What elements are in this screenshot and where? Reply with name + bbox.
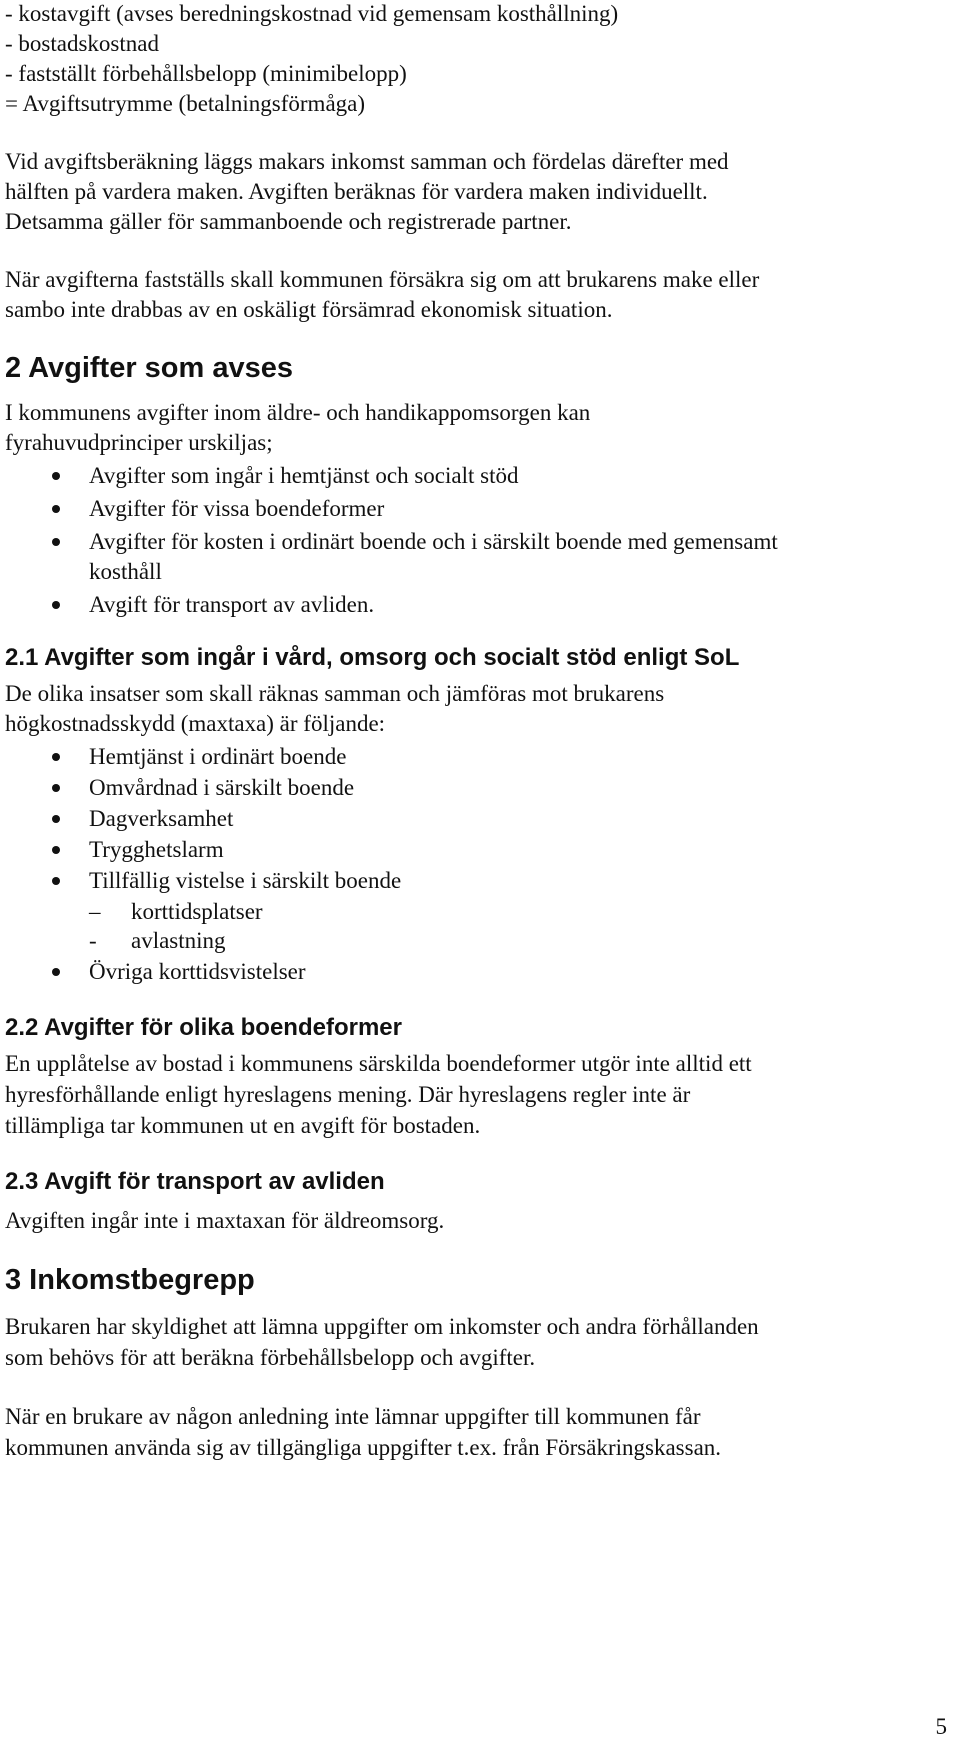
dash-marker: -	[89, 928, 97, 953]
intro-para-line-3: Detsamma gäller för sammanboende och registrerade partner.	[5, 209, 572, 234]
bullet-icon	[52, 505, 60, 513]
sub-list-item-text: korttidsplatser	[131, 899, 263, 924]
bullet-icon	[52, 815, 60, 823]
list-item-text: Avgift för transport av avliden.	[89, 592, 375, 617]
section-2-2-para-line-2: hyresförhållande enligt hyreslagens mening. Där hyreslagens regler inte är	[5, 1082, 691, 1107]
section-3-heading: 3 Inkomstbegrepp	[5, 1264, 255, 1296]
list-item-continuation: kosthåll	[89, 559, 162, 584]
sub-list-item-text: avlastning	[131, 928, 226, 953]
dash-marker: –	[89, 899, 101, 924]
section-2-1-heading: 2.1 Avgifter som ingår i vård, omsorg och socialt stöd enligt SoL	[5, 644, 740, 671]
list-item-text: Avgifter som ingår i hemtjänst och socialt stöd	[89, 463, 519, 488]
spouse-para-line-2: sambo inte drabbas av en oskäligt försämrad ekonomisk situation.	[5, 297, 613, 322]
cost-item-food: - kostavgift (avses beredningskostnad vid gemensam kosthållning)	[5, 1, 619, 26]
section-2-2-para-line-3: tillämpliga tar kommunen ut en avgift för bostaden.	[5, 1113, 481, 1138]
section-2-1-intro-line-2: högkostnadsskydd (maxtaxa) är följande:	[5, 711, 386, 736]
list-item-text: Omvårdnad i särskilt boende	[89, 775, 355, 800]
bullet-icon	[52, 538, 60, 546]
list-item-text: Hemtjänst i ordinärt boende	[89, 744, 347, 769]
section-2-intro-line-2: fyrahuvudprinciper urskiljas;	[5, 430, 273, 455]
bullet-icon	[52, 784, 60, 792]
list-item-text: Dagverksamhet	[89, 806, 234, 831]
intro-para-line-1: Vid avgiftsberäkning läggs makars inkomst samman och fördelas därefter med	[5, 149, 729, 174]
list-item-text: Trygghetslarm	[89, 837, 224, 862]
spouse-para-line-1: När avgifterna fastställs skall kommunen försäkra sig om att brukarens make eller	[5, 267, 760, 292]
intro-para-line-2: hälften på vardera maken. Avgiften beräknas för vardera maken individuellt.	[5, 179, 708, 204]
section-3-para1-line-2: som behövs för att beräkna förbehållsbelopp och avgifter.	[5, 1345, 536, 1370]
bullet-icon	[52, 877, 60, 885]
bullet-icon	[52, 753, 60, 761]
cost-item-reserved-amount: - fastställt förbehållsbelopp (minimibelopp)	[5, 61, 407, 86]
cost-item-fee-margin: = Avgiftsutrymme (betalningsförmåga)	[5, 91, 366, 116]
bullet-icon	[52, 601, 60, 609]
section-2-2-para-line-1: En upplåtelse av bostad i kommunens särskilda boendeformer utgör inte alltid ett	[5, 1051, 752, 1076]
section-3-para2-line-2: kommunen använda sig av tillgängliga uppgifter t.ex. från Försäkringskassan.	[5, 1435, 722, 1460]
list-item-text: Övriga korttidsvistelser	[89, 959, 306, 984]
section-2-heading: 2 Avgifter som avses	[5, 352, 293, 384]
section-2-intro-line-1: I kommunens avgifter inom äldre- och handikappomsorgen kan	[5, 400, 591, 425]
page-number: 5	[935, 1714, 947, 1739]
section-2-3-para: Avgiften ingår inte i maxtaxan för äldreomsorg.	[5, 1208, 445, 1233]
section-2-3-heading: 2.3 Avgift för transport av avliden	[5, 1168, 385, 1195]
list-item-text: Tillfällig vistelse i särskilt boende	[89, 868, 402, 893]
list-item-text: Avgifter för kosten i ordinärt boende och i särskilt boende med gemensamt	[89, 529, 778, 554]
section-2-1-intro-line-1: De olika insatser som skall räknas samman och jämföras mot brukarens	[5, 681, 665, 706]
section-3-para2-line-1: När en brukare av någon anledning inte lämnar uppgifter till kommunen får	[5, 1404, 701, 1429]
bullet-icon	[52, 968, 60, 976]
bullet-icon	[52, 846, 60, 854]
list-item-text: Avgifter för vissa boendeformer	[89, 496, 385, 521]
bullet-icon	[52, 472, 60, 480]
section-3-para1-line-1: Brukaren har skyldighet att lämna uppgifter om inkomster och andra förhållanden	[5, 1314, 759, 1339]
cost-item-housing: - bostadskostnad	[5, 31, 159, 56]
section-2-2-heading: 2.2 Avgifter för olika boendeformer	[5, 1014, 402, 1041]
